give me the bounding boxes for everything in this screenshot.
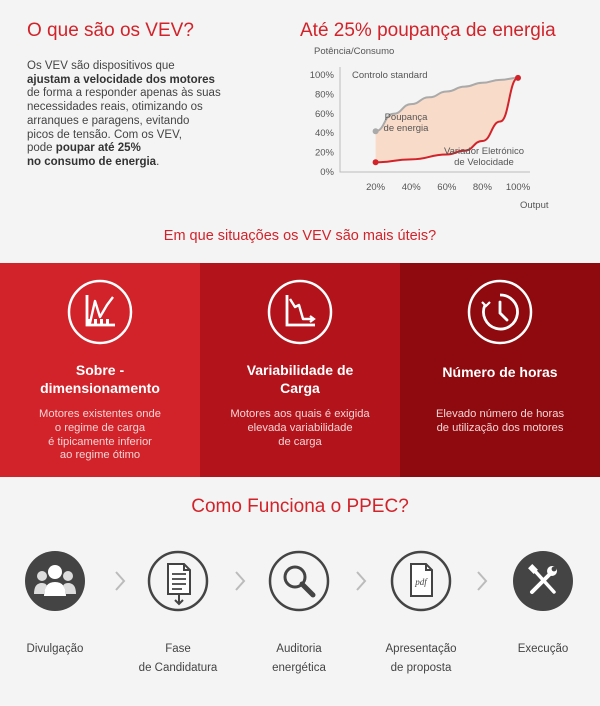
series-label-standard: Controlo standard: [352, 70, 428, 81]
step-label: [118, 640, 238, 678]
vev-title: O que são os VEV?: [27, 20, 194, 41]
y-tick-label: 20%: [314, 147, 334, 159]
step-label-line: energética: [272, 662, 326, 674]
vev-line: Os VEV são dispositivos que: [27, 60, 175, 72]
series-label-part: Variador Eletrónico: [443, 146, 525, 157]
panel-desc-line: de carga: [278, 435, 322, 448]
panel-hours: [400, 263, 600, 477]
vev-line: de forma a responder apenas às suas: [27, 87, 221, 100]
panel-title: [400, 364, 600, 382]
y-tick-label: 100%: [309, 70, 334, 81]
data-point-end: [515, 75, 521, 81]
panel-description: [24, 408, 176, 463]
panel-title: [200, 362, 400, 397]
vev-line-bold: poupar até 25%: [55, 142, 141, 155]
y-tick-label: 60%: [314, 108, 334, 120]
area-label-line: [384, 123, 430, 134]
vev-description: [27, 60, 272, 170]
series-label-vev: [454, 157, 514, 168]
vev-section: [0, 0, 600, 210]
pdf-file-label: pdf: [415, 577, 427, 587]
x-tick-label: 80%: [472, 182, 492, 193]
situations-title: Em que situações os VEV são mais úteis?: [163, 228, 437, 244]
step-label-line: Apresentação: [385, 643, 457, 655]
people-icon: [24, 550, 86, 612]
panel-desc-line: ao regime ótimo: [59, 449, 141, 462]
panel-desc-line: é tipicamente inferior: [48, 435, 152, 448]
step-label-line: Divulgação: [26, 643, 84, 655]
vev-line: pode: [27, 142, 53, 155]
panel-load-variability: [200, 263, 400, 477]
x-axis-label: Output: [520, 200, 549, 210]
variability-chart-icon: [267, 279, 333, 345]
x-tick-label: 20%: [366, 182, 386, 193]
ppec-title: Como Funciona o PPEC?: [191, 496, 409, 517]
panel-desc-line: Elevado número de horas: [435, 408, 565, 420]
panel-desc-line: Motores existentes onde: [39, 408, 161, 420]
data-point-standard-start: [373, 128, 379, 134]
area-label-line: [385, 112, 429, 123]
series-label-vev: [444, 146, 524, 157]
panel-title-line: Variabilidade de: [246, 362, 354, 378]
x-tick-label: 60%: [437, 182, 457, 193]
panel-description: [224, 408, 376, 449]
step-label: [483, 640, 600, 659]
vev-line: necessidades reais, otimizando os: [27, 101, 203, 114]
step-divulgacao: [0, 550, 115, 659]
step-auditoria: [239, 550, 359, 678]
step-label-line: Auditoria: [276, 643, 322, 655]
step-candidatura: [118, 550, 238, 678]
panel-title: [0, 362, 200, 397]
panel-oversizing: [0, 263, 200, 477]
vev-line-bold: no consumo de energia: [27, 155, 157, 168]
vev-line-bold: ajustam a velocidade dos motores: [27, 73, 215, 86]
clock-icon: [467, 279, 533, 345]
step-label: [361, 640, 481, 678]
magnifier-icon: [268, 550, 330, 612]
vev-line: picos de tensão. Com os VEV,: [27, 128, 182, 141]
tools-icon: [512, 550, 574, 612]
panel-desc-line: Motores aos quais é exigida: [230, 408, 370, 420]
step-execucao: [483, 550, 600, 659]
x-tick-label: 100%: [505, 182, 531, 193]
panel-title-line: dimensionamento: [40, 379, 160, 396]
step-label-line: de Candidatura: [138, 662, 218, 674]
area-label-part: Poupança: [384, 112, 428, 123]
line-chart-icon: [67, 279, 133, 345]
panel-title-line: Carga: [280, 379, 320, 396]
pdf-file-icon: [390, 550, 452, 612]
step-label-line: Execução: [517, 643, 569, 655]
y-tick-label: 80%: [314, 89, 334, 101]
panel-desc-line: o regime de carga: [54, 421, 146, 434]
vev-line: .: [156, 155, 160, 168]
series-label-part: de Velocidade: [454, 157, 514, 168]
y-tick-label: 40%: [314, 128, 334, 140]
step-proposta: [361, 550, 481, 678]
y-axis-label: Potência/Consumo: [314, 46, 395, 57]
savings-title: Até 25% poupança de energia: [300, 20, 556, 41]
step-label-line: de proposta: [390, 662, 452, 674]
step-label: [239, 640, 359, 678]
panel-title-line: Número de horas: [442, 364, 558, 380]
y-tick-label: 0%: [320, 167, 334, 178]
savings-chart: [300, 42, 590, 210]
step-label-line: Fase: [165, 643, 191, 655]
ppec-steps: [0, 550, 600, 700]
panel-description: [424, 408, 576, 436]
document-icon: [147, 550, 209, 612]
vev-line: arranques e paragens, evitando: [27, 114, 190, 127]
situations-panels: [0, 263, 600, 477]
panel-desc-line: elevada variabilidade: [247, 421, 353, 434]
x-tick-label: 40%: [401, 182, 421, 193]
step-label: [0, 640, 115, 659]
area-label-part: de energia: [383, 123, 429, 134]
panel-title-line: Sobre -: [75, 362, 125, 378]
data-point-vev-start: [373, 159, 379, 165]
panel-desc-line: de utilização dos motores: [436, 421, 564, 434]
